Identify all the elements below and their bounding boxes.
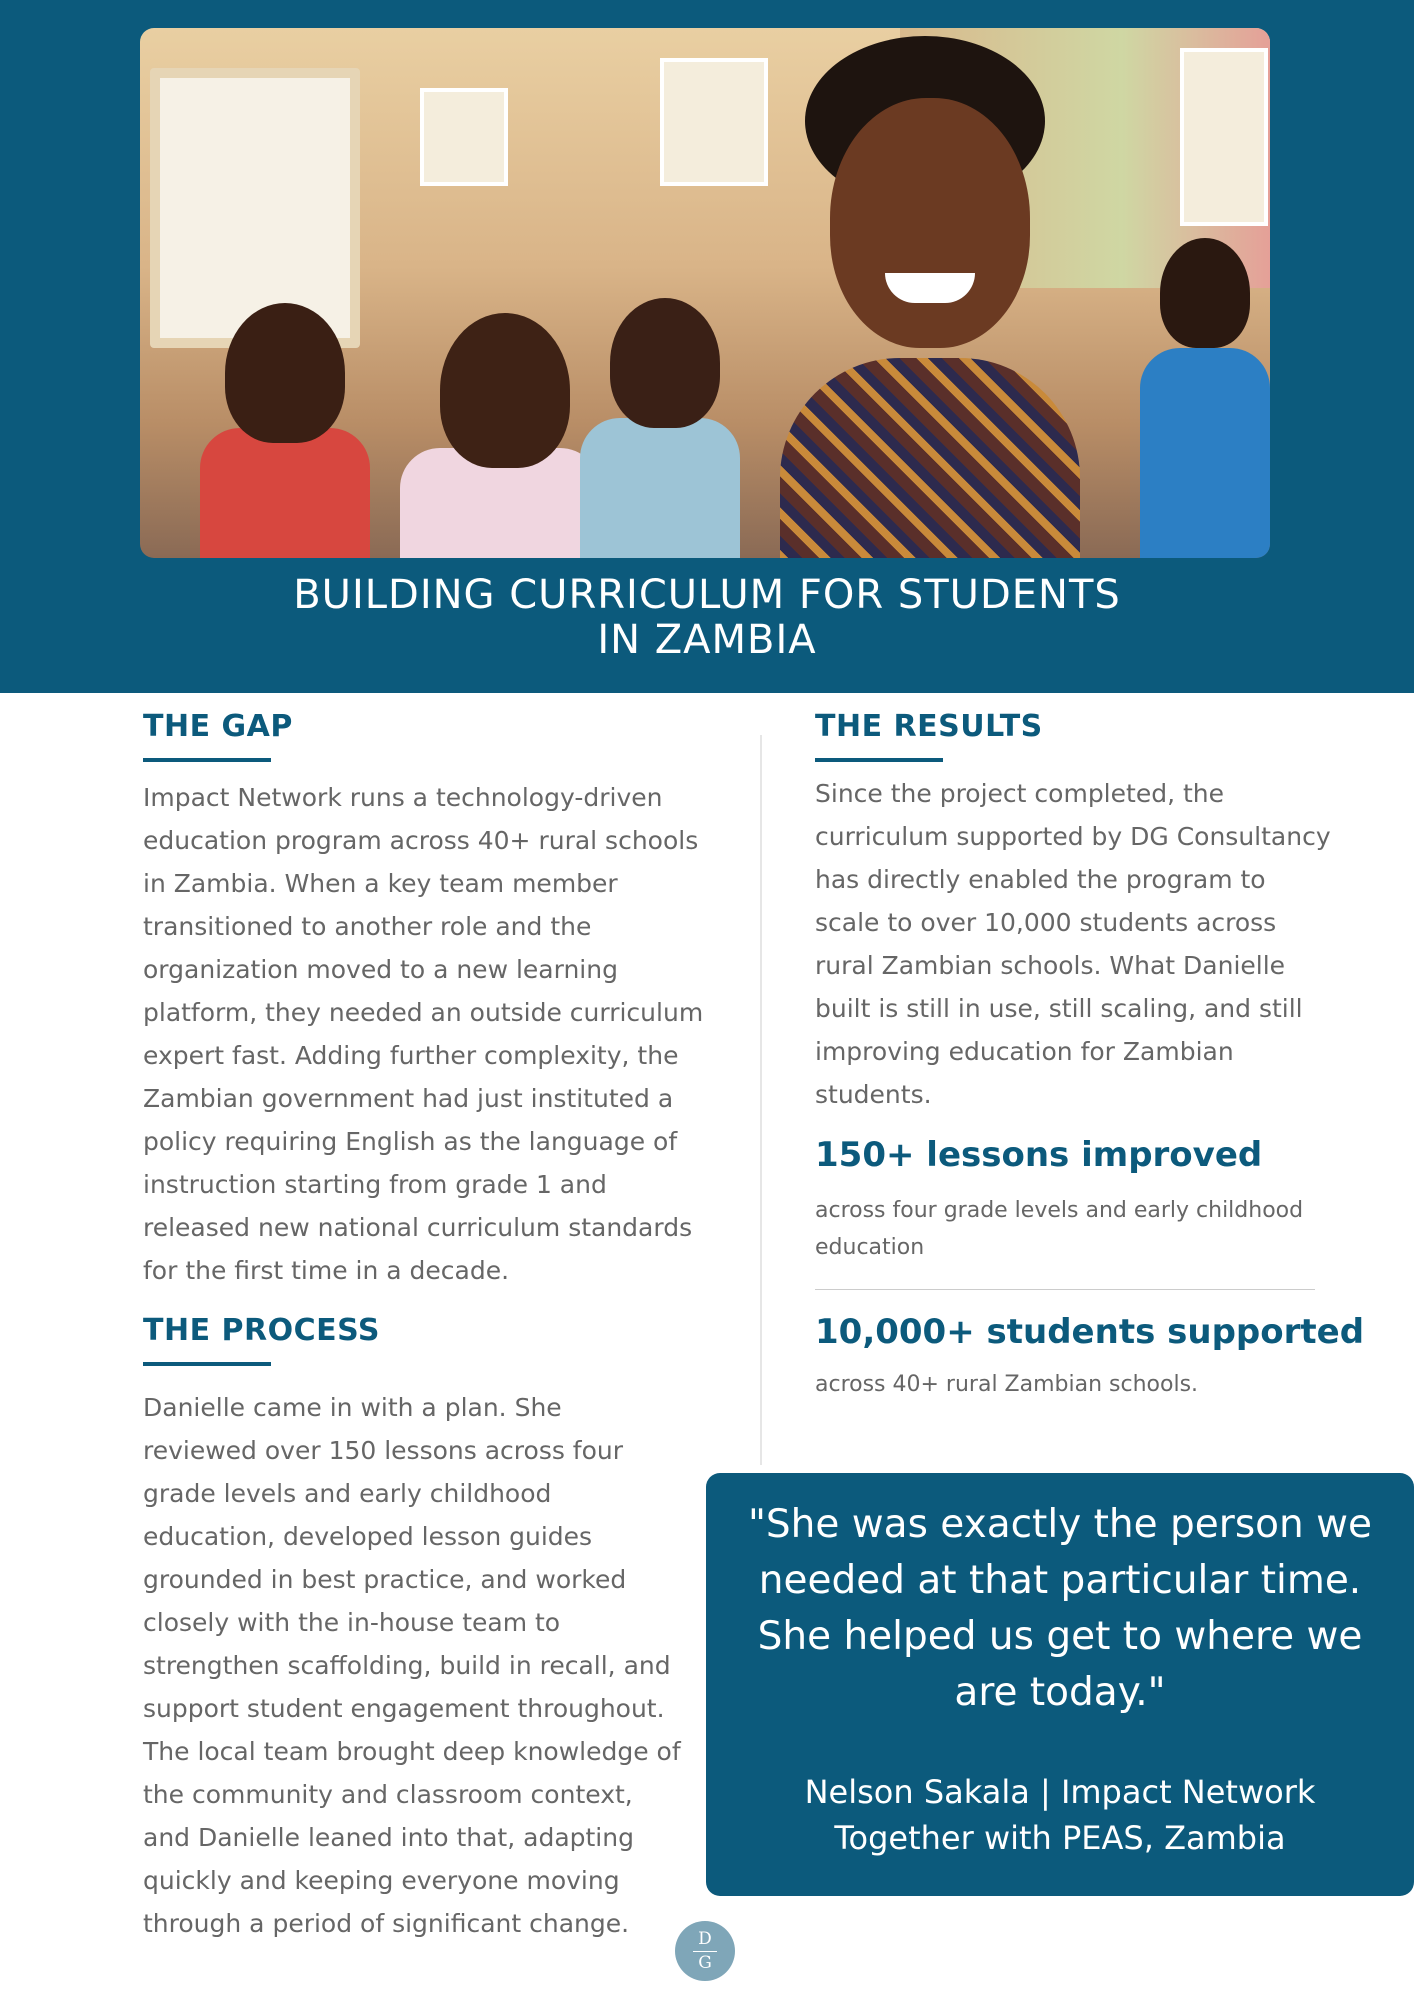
page-title — [0, 573, 1414, 663]
attribution-line-2: Together with PEAS, Zambia — [834, 1819, 1286, 1857]
results-body: Since the project completed, the curriculum supported by DG Consultancy has directly enabled the program to scale to over 10,000 students across rural Zambian schools. What Danielle built is still in use, still scaling, and still improving education for Zambian students. — [815, 779, 1331, 1109]
gap-heading: THE GAP — [143, 709, 293, 744]
stat-students-detail: across 40+ rural Zambian schools. — [815, 1372, 1199, 1397]
gap-section — [143, 709, 713, 1292]
results-underline — [815, 758, 943, 762]
title-line-2: IN ZAMBIA — [597, 617, 817, 663]
testimonial-attribution — [726, 1769, 1394, 1861]
logo-letter-d: D — [698, 1929, 712, 1949]
stat-lessons-detail: across four grade levels and early childhood education — [815, 1198, 1304, 1260]
process-heading: THE PROCESS — [143, 1313, 380, 1348]
hero-banner — [0, 0, 1414, 693]
testimonial-quote: "She was exactly the person we needed at that particular time. She helped us get to where we are today." — [747, 1502, 1373, 1715]
stat-students-headline: 10,000+ students supported — [815, 1312, 1365, 1352]
attribution-line-1: Nelson Sakala | Impact Network — [804, 1773, 1316, 1811]
dg-logo — [675, 1921, 735, 1981]
testimonial-box — [706, 1473, 1414, 1896]
title-line-1: BUILDING CURRICULUM FOR STUDENTS — [293, 572, 1121, 618]
stat-lessons-headline: 150+ lessons improved — [815, 1135, 1263, 1175]
column-divider — [760, 735, 762, 1465]
process-section — [143, 1313, 683, 1945]
results-section — [815, 709, 1335, 1116]
gap-body: Impact Network runs a technology-driven education program across 40+ rural schools in Zambia. When a key team member transitioned to another role and the organization moved to a new learning platform, they needed an outside curriculum expert fast. Adding further complexity, the Zambian government had just instituted a policy requiring English as the language of instruction starting from grade 1 and released new national curriculum standards for the first time in a decade. — [143, 783, 704, 1285]
process-body: Danielle came in with a plan. She reviewed over 150 lessons across four grade levels and early childhood education, developed lesson guides grounded in best practice, and worked closely with the in-house team to strengthen scaffolding, build in recall, and support student engagement throughout. The local team brought deep knowledge of the community and classroom context, and Danielle leaned into that, adapting quickly and keeping everyone moving through a period of significant change. — [143, 1393, 681, 1938]
logo-letter-g: G — [698, 1953, 712, 1973]
process-underline — [143, 1362, 271, 1366]
results-heading: THE RESULTS — [815, 709, 1043, 744]
classroom-photo — [140, 28, 1270, 558]
gap-underline — [143, 758, 271, 762]
stats-divider — [815, 1289, 1315, 1290]
